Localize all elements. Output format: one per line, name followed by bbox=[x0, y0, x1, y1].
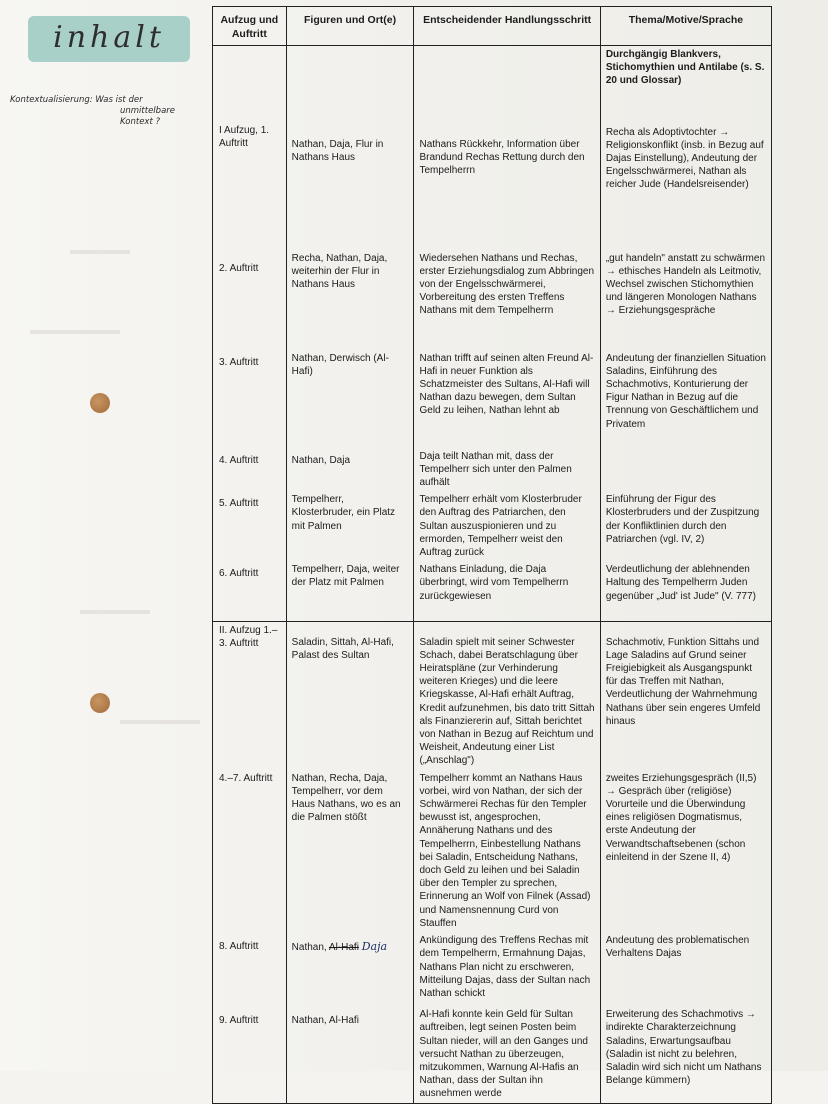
table-row bbox=[213, 621, 772, 770]
figures-cell: Tempelherr, Klosterbruder, ein Platz mit Palmen bbox=[286, 491, 414, 561]
theme-cell: Schachmotiv, Funktion Sittahs und Lage Saladins auf Grund seiner Freigiebigkeit als Ausgangspunkt für das Treffen mit Nathan, Verdeutlichung der Wahrnehmung Nathans über sein engeres Umfeld hinaus bbox=[600, 621, 771, 770]
header-thema: Thema/Motive/Sprache bbox=[600, 7, 771, 46]
bleed-through-mark bbox=[120, 720, 200, 724]
table-row bbox=[213, 350, 772, 448]
table-row bbox=[213, 491, 772, 561]
theme-cell: zweites Erziehungsgespräch (II,5) → Gespräch über (religiöse) Vorurteile und die Überwindung eines religiösen Dogmatismus, erste Andeutung der Verwandtschaftsebenen (schon einleitend in der Szene II, 4) bbox=[600, 770, 771, 932]
header-handlung: Entscheidender Handlungsschritt bbox=[414, 7, 600, 46]
theme-cell: Recha als Adoptivtochter → Religionskonflikt (insb. in Bezug auf Dajas Einstellung), Andeutung der Engelsschwärmerei, Nathan als reicher Jude (Handelsreisender) bbox=[600, 124, 771, 250]
scene-cell: 2. Auftritt bbox=[213, 250, 287, 350]
figures-cell: Recha, Nathan, Daja, weiterhin der Flur in Nathans Haus bbox=[286, 250, 414, 350]
figures-struck: Al-Hafi bbox=[328, 942, 359, 954]
action-cell: Tempelherr erhält vom Klosterbruder den Auftrag des Patriarchen, den Sultan auszuspionieren und zu ermorden, Tempelherr weist den Auftrag zurück bbox=[414, 491, 600, 561]
action-cell: Tempelherr kommt an Nathans Haus vorbei, wird von Nathan, der sich der Schwärmerei Rechas für den Templer bewusst ist, angesprochen, Annäherung Nathans und des Tempelherrn, Einbestellung Nathans bei Saladin, Entscheidung Nathans, doch Geld zu leihen und bei Saladin über den Templer zu sprechen, Erinnerung an Wolf von Filnek (Assad) und Namensnennung Curd von Stauffen bbox=[414, 770, 600, 932]
scene-cell: 4. Auftritt bbox=[213, 448, 287, 492]
scene-cell: 5. Auftritt bbox=[213, 491, 287, 561]
table-header-row bbox=[213, 7, 772, 46]
theme-cell: Einführung der Figur des Klosterbruders und der Zuspitzung der Konfliktlinien durch den Patriarchen (vgl. IV, 2) bbox=[600, 491, 771, 561]
action-cell: Saladin spielt mit seiner Schwester Schach, dabei Beratschlagung über Heiratspläne (zur Verhinderung weiteren Krieges) und die leere Kriegskasse, Al-Hafi erhält Auftrag, Kredit aufzunehmen, bis dato tritt Sittah als Finanziererin auf, Sittah berichtet von Nathan in Bezug auf Reichtum und Weisheit, Andeutung einer List („Anschlag") bbox=[414, 621, 600, 770]
theme-cell: „gut handeln" anstatt zu schwärmen → ethisches Handeln als Leitmotiv, Wechsel zwischen Stichomythien und längeren Monologen Nathans → Erziehungsgespräche bbox=[600, 250, 771, 350]
figures-cell: Nathan, Daja bbox=[286, 448, 414, 492]
action-cell: Nathans Einladung, die Daja überbringt, wird vom Tempelherrn zurückgewiesen bbox=[414, 561, 600, 621]
theme-cell: Erweiterung des Schachmotivs → indirekte Charakterzeichnung Saladins, Erwartungsaufbau (Saladin ist nicht zu belehren, Saladin wird sich nicht um Nathans Belange kümmern) bbox=[600, 1006, 771, 1103]
theme-cell bbox=[600, 448, 771, 492]
content-table bbox=[212, 6, 772, 1104]
scene-cell: I Aufzug, 1. Auftritt bbox=[213, 124, 287, 250]
theme-cell: Verdeutlichung der ablehnenden Haltung des Tempelherrn Juden gegenüber „Jud' ist Jude" (V. 777) bbox=[600, 561, 771, 621]
figures-cell: Saladin, Sittah, Al-Hafi, Palast des Sultan bbox=[286, 621, 414, 770]
table-row bbox=[213, 561, 772, 621]
scene-cell: 6. Auftritt bbox=[213, 561, 287, 621]
bleed-through-mark bbox=[80, 610, 150, 614]
table-row-intro bbox=[213, 46, 772, 124]
scene-cell: II. Aufzug 1.–3. Auftritt bbox=[213, 621, 287, 770]
figures-cell: Tempelherr, Daja, weiter der Platz mit Palmen bbox=[286, 561, 414, 621]
figures-cell: Nathan, Derwisch (Al-Hafi) bbox=[286, 350, 414, 448]
header-aufzug: Aufzug und Auftritt bbox=[213, 7, 287, 46]
action-cell: Daja teilt Nathan mit, dass der Tempelherr sich unter den Palmen aufhält bbox=[414, 448, 600, 492]
content-table-sheet bbox=[212, 6, 772, 1100]
side-note-line-2: unmittelbare bbox=[120, 106, 176, 116]
bleed-through-mark bbox=[30, 330, 120, 334]
scene-cell: 8. Auftritt bbox=[213, 932, 287, 1006]
action-cell: Al-Hafi konnte kein Geld für Sultan auftreiben, legt seinen Posten beim Sultan nieder, will an den Ganges und versucht Nathan zu überzeugen, mitzukommen, Warnung Al-Hafis an Nathan, dass der Sultan ihn ausnehmen werde bbox=[414, 1006, 600, 1103]
title-banner bbox=[28, 16, 190, 62]
punch-hole bbox=[90, 393, 110, 413]
action-cell: Nathans Rückkehr, Information über Brandund Rechas Rettung durch den Tempelherrn bbox=[414, 124, 600, 250]
figures-cell: Nathan, Daja, Flur in Nathans Haus bbox=[286, 124, 414, 250]
table-row bbox=[213, 250, 772, 350]
figures-cell bbox=[286, 932, 414, 1006]
intro-note: Durchgängig Blankvers, Stichomythien und Antilabe (s. S. 20 und Glossar) bbox=[600, 46, 771, 124]
scene-cell: 3. Auftritt bbox=[213, 350, 287, 448]
action-cell: Ankündigung des Treffens Rechas mit dem Tempelherrn, Ermahnung Dajas, Nathans Plan nicht zu erschweren, Mitteilung Dajas, dass der Sultan nach Nathan schickt bbox=[414, 932, 600, 1006]
figures-cell: Nathan, Al-Hafi bbox=[286, 1006, 414, 1103]
table-row bbox=[213, 1006, 772, 1103]
theme-cell: Andeutung der finanziellen Situation Saladins, Einführung des Schachmotivs, Konturierung der Figur Nathan in Bezug auf die Trennung von Geschäftlichem und Privatem bbox=[600, 350, 771, 448]
scene-cell: 9. Auftritt bbox=[213, 1006, 287, 1103]
table-row bbox=[213, 124, 772, 250]
figures-handwritten: Daja bbox=[361, 940, 388, 954]
scene-cell: 4.–7. Auftritt bbox=[213, 770, 287, 932]
theme-cell: Andeutung des problematischen Verhaltens Dajas bbox=[600, 932, 771, 1006]
table-row bbox=[213, 448, 772, 492]
figures-prefix: Nathan, bbox=[291, 942, 329, 954]
bleed-through-mark bbox=[70, 250, 130, 254]
action-cell: Nathan trifft auf seinen alten Freund Al-Hafi in neuer Funktion als Schatzmeister des Sultans, Al-Hafi will Nathan dazu bewegen, dem Sultan Geld zu leihen, Nathan lehnt ab bbox=[414, 350, 600, 448]
title-text: inhalt bbox=[53, 20, 165, 55]
side-note-line-1: Kontextualisierung: Was ist der bbox=[10, 95, 143, 105]
figures-cell: Nathan, Recha, Daja, Tempelherr, vor dem Haus Nathans, wo es an die Palmen stößt bbox=[286, 770, 414, 932]
punch-hole bbox=[90, 693, 110, 713]
table-row bbox=[213, 770, 772, 932]
side-note bbox=[10, 95, 200, 128]
table-row bbox=[213, 932, 772, 1006]
side-note-line-3: Kontext ? bbox=[120, 117, 160, 127]
header-figuren: Figuren und Ort(e) bbox=[286, 7, 414, 46]
action-cell: Wiedersehen Nathans und Rechas, erster Erziehungsdialog zum Abbringen von der Engelsschwärmerei, Vorbereitung des ersten Treffens Nathans mit dem Tempelherrn bbox=[414, 250, 600, 350]
